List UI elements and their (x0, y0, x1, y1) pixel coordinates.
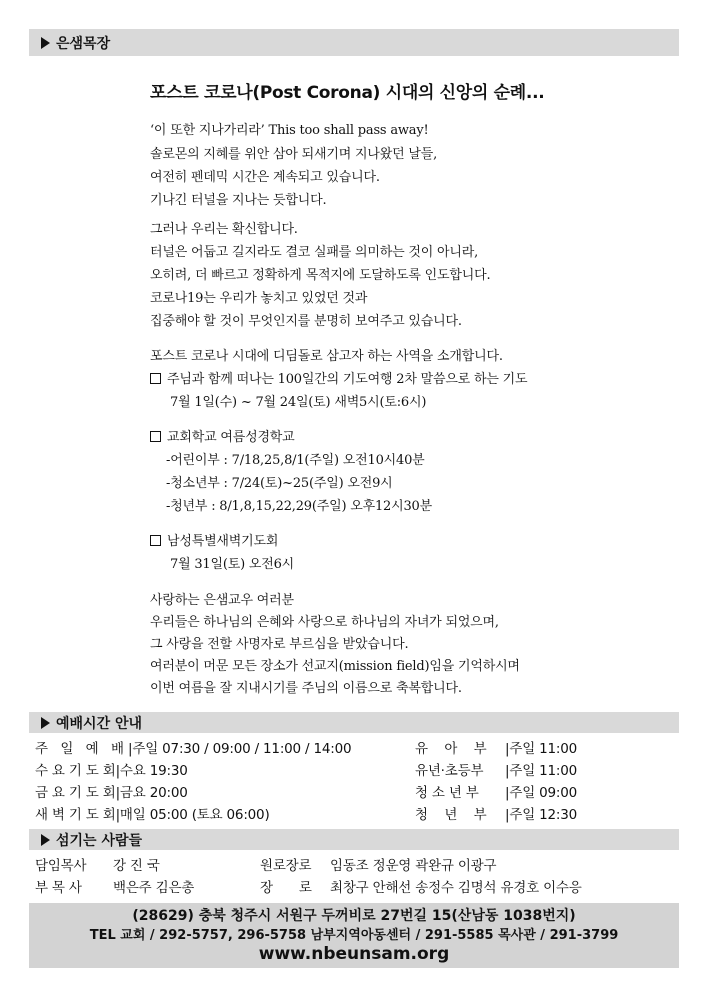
article-title: 포스트 코로나(Post Corona) 시대의 신앙의 순례... (150, 83, 545, 103)
triangle-bullet-icon (41, 717, 50, 729)
worship-row (415, 806, 577, 824)
triangle-bullet-icon (41, 37, 50, 49)
worship-time: |수요 19:30 (115, 763, 188, 779)
staff-names: 백은주 김은총 (113, 880, 195, 896)
worship-row (35, 762, 188, 780)
staff-role: 담임목사 (35, 858, 87, 874)
staff-header (29, 829, 679, 850)
worship-time: |주일 12:30 (505, 807, 578, 823)
worship-row (415, 762, 577, 780)
worship-row (35, 784, 188, 802)
footer-address: (28629) 충북 청주시 서원구 두꺼비로 27번길 15(산남동 1038번지) (132, 908, 576, 924)
checklist-item (150, 430, 295, 446)
worship-label: 유년·초등부 (415, 763, 484, 779)
section-header (29, 29, 679, 56)
worship-time: |금요 20:00 (115, 785, 188, 801)
article-line: ‘이 또한 지나가리라’ This too shall pass away! (150, 123, 429, 138)
article-line: 포스트 코로나 시대에 디딤돌로 삼고자 하는 사역을 소개합니다. (150, 349, 503, 364)
article-line: 여러분이 머문 모든 장소가 선교지(mission field)임을 기억하시며 (150, 659, 520, 674)
article-line: 그 사랑을 전할 사명자로 부르심을 받았습니다. (150, 637, 409, 652)
article-line: 사랑하는 은샘교우 여러분 (150, 593, 294, 608)
worship-label: 유 아 부 (415, 741, 493, 757)
article-line: 기나긴 터널을 지나는 듯합니다. (150, 193, 327, 208)
staff-role: 원로장로 (260, 858, 312, 874)
staff-names: 최창구 안해선 송정수 김명석 유경호 이수응 (330, 880, 582, 896)
worship-time: |매일 05:00 (토요 06:00) (115, 807, 270, 823)
article-line: 코로나19는 우리가 놓치고 있었던 것과 (150, 291, 368, 306)
section-header-label: 은샘목장 (56, 35, 111, 52)
article-line: -어린이부 : 7/18,25,8/1(주일) 오전10시40분 (166, 453, 425, 468)
checkbox-square-icon (150, 535, 161, 546)
article-line: 7월 31일(토) 오전6시 (170, 557, 295, 572)
article-line: 7월 1일(수) ~ 7월 24일(토) 새벽5시(토:6시) (170, 395, 427, 410)
worship-header-label: 예배시간 안내 (56, 715, 143, 732)
worship-label: 주 일 예 배 (35, 741, 129, 757)
article-line: 솔로몬의 지혜를 위안 삼아 되새기며 지나왔던 날들, (150, 147, 438, 162)
staff-names: 임동조 정운영 곽완규 이광구 (330, 858, 497, 874)
worship-label: 청 소 년 부 (415, 785, 479, 801)
worship-time: |주일 07:30 / 09:00 / 11:00 / 14:00 (128, 741, 352, 757)
staff-header-label: 섬기는 사람들 (56, 832, 143, 849)
staff-role: 부 목 사 (35, 880, 82, 896)
staff-role: 장 로 (260, 880, 312, 896)
staff-row (35, 879, 194, 897)
triangle-bullet-icon (41, 834, 50, 846)
staff-names: 강 진 국 (113, 858, 160, 874)
footer-contact-box (29, 903, 679, 968)
worship-row (35, 740, 351, 758)
article-line: 그러나 우리는 확신합니다. (150, 222, 298, 237)
worship-row (415, 740, 577, 758)
article-line: 집중해야 할 것이 무엇인지를 분명히 보여주고 있습니다. (150, 314, 462, 329)
worship-label: 새 벽 기 도 회 (35, 807, 116, 823)
checkbox-square-icon (150, 373, 161, 384)
worship-label: 청 년 부 (415, 807, 493, 823)
worship-time: |주일 11:00 (505, 763, 578, 779)
worship-label: 수 요 기 도 회 (35, 763, 116, 779)
checklist-item-label: 주님과 함께 떠나는 100일간의 기도여행 2차 말씀으로 하는 기도 (167, 372, 528, 387)
worship-time: |주일 11:00 (505, 741, 578, 757)
footer-phones: TEL 교회 / 292-5757, 296-5758 남부지역아동센터 / 291-5585 목사관 / 291-3799 (89, 928, 619, 943)
staff-row (260, 879, 582, 897)
article-line: 이번 여름을 잘 지내시기를 주님의 이름으로 축복합니다. (150, 681, 462, 696)
article-line: -청소년부 : 7/24(토)~25(주일) 오전9시 (166, 476, 393, 491)
worship-time: |주일 09:00 (505, 785, 578, 801)
checklist-item (150, 372, 527, 388)
checklist-item-label: 교회학교 여름성경학교 (167, 430, 295, 445)
worship-header (29, 712, 679, 733)
checkbox-square-icon (150, 431, 161, 442)
article-line: -청년부 : 8/1,8,15,22,29(주일) 오후12시30분 (166, 499, 432, 514)
article-line: 터널은 어둡고 길지라도 결코 실패를 의미하는 것이 아니라, (150, 245, 479, 260)
checklist-item-label: 남성특별새벽기도회 (167, 534, 279, 549)
worship-row (415, 784, 577, 802)
worship-row (35, 806, 270, 824)
checklist-item (150, 534, 278, 550)
worship-label: 금 요 기 도 회 (35, 785, 116, 801)
article-line: 오히려, 더 빠르고 정확하게 목적지에 도달하도록 인도합니다. (150, 268, 491, 283)
staff-row (35, 857, 160, 875)
footer-website[interactable]: www.nbeunsam.org (258, 944, 450, 964)
article-line: 여전히 펜데믹 시간은 계속되고 있습니다. (150, 170, 380, 185)
staff-row (260, 857, 496, 875)
article-line: 우리들은 하나님의 은혜와 사랑으로 하나님의 자녀가 되었으며, (150, 615, 499, 630)
